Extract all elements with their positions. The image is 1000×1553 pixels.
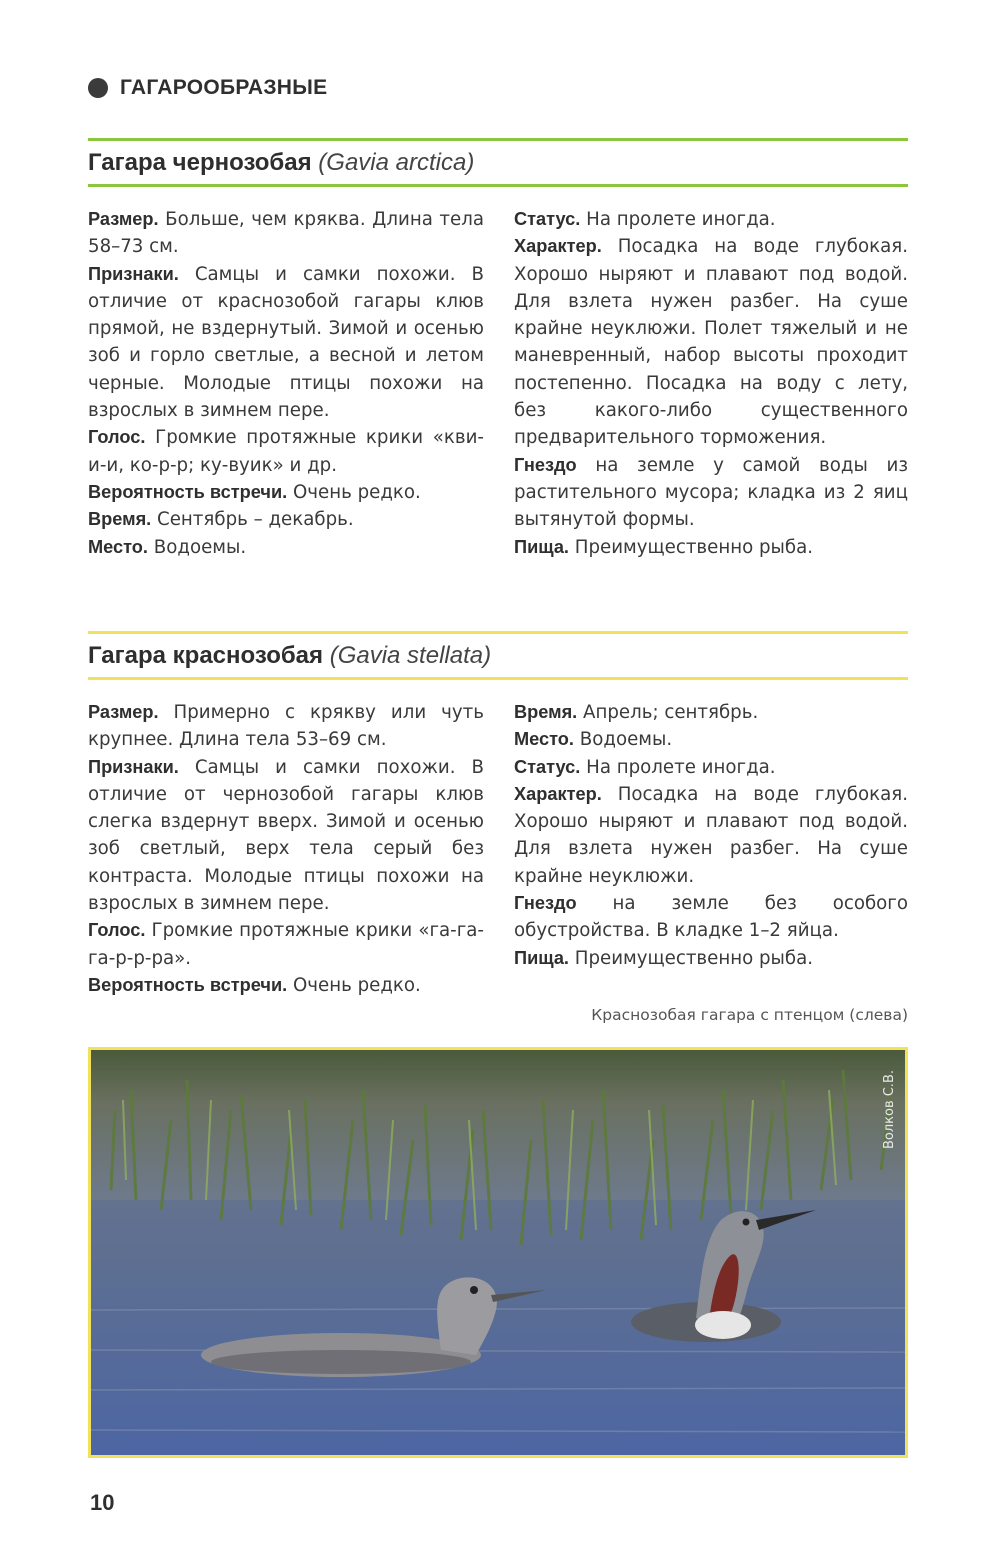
- species1-features: Признаки. Самцы и самки похожи. В отличие от краснозобой гагары клюв прямой, не вздернутый. Зимой и осенью зоб и горло светлые, а весной и летом черные. Молодые птицы похожи на взрослых в зимнем пере.: [88, 263, 484, 422]
- species1-header: [88, 138, 908, 187]
- species1-character: Характер. Посадка на воде глубокая. Хорошо ныряют и плавают под водой. Для взлета нужен разбег. На суше крайне неуклюжи. Полет тяжелый и не маневренный, набор высоты проходит постепенно. Посадка на воду с лету, без какого-либо существенного предварительного торможения.: [514, 236, 908, 449]
- species1-place: Место. Водоемы.: [88, 536, 247, 558]
- species2-food: Пища. Преимущественно рыба.: [514, 947, 814, 969]
- loon-photo: [88, 1047, 908, 1458]
- species2-features: Признаки. Самцы и самки похожи. В отличие от чернозобой гагары клюв слегка вздернут вверх. Зимой и осенью зоб светлый, верх тела серый без контраста. Молодые птицы похожи на взрослых в зимнем пере.: [88, 756, 484, 915]
- species1-latin: (Gavia arctica): [318, 149, 475, 176]
- species2-probability: Вероятность встречи. Очень редко.: [88, 974, 421, 996]
- green-rule-bottom: [88, 184, 908, 187]
- species2-voice: Голос. Громкие протяжные крики «га-га-га-р-р-ра».: [88, 920, 484, 969]
- species2-right-column: [514, 699, 908, 972]
- species1-time: Время. Сентябрь – декабрь.: [88, 509, 354, 531]
- species1-voice: Голос. Громкие протяжные крики «кви-и-и, ко-р-р; ку-вуик» и др.: [88, 427, 484, 476]
- species2-size: Размер. Примерно с крякву или чуть крупнее. Длина тела 53–69 см.: [88, 702, 484, 751]
- photo-credit: Волков С.В.: [882, 1070, 897, 1150]
- species2-name: Гагара краснозобая: [88, 642, 324, 669]
- bullet-dot-icon: [88, 78, 108, 98]
- species2-left-column: [88, 699, 484, 999]
- species1-probability: Вероятность встречи. Очень редко.: [88, 481, 421, 503]
- species2-character: Характер. Посадка на воде глубокая. Хорошо ныряют и плавают под водой. Для взлета нужен разбег. На суше крайне неуклюжи.: [514, 783, 908, 887]
- species1-food: Пища. Преимущественно рыба.: [514, 536, 814, 558]
- species2-nest: Гнездо на земле без особого обустройства. В кладке 1–2 яйца.: [514, 893, 908, 942]
- photo-caption: Краснозобая гагара с птенцом (слева): [591, 1006, 908, 1024]
- page-number: 10: [90, 1490, 115, 1515]
- species2-status: Статус. На пролете иногда.: [514, 756, 776, 778]
- species1-name: Гагара чернозобая: [88, 149, 312, 176]
- chapter-header: [88, 72, 327, 104]
- chapter-title: ГАГАРООБРАЗНЫЕ: [120, 76, 328, 99]
- photo-illustration: [91, 1050, 905, 1455]
- yellow-rule-bottom: [88, 677, 908, 680]
- species2-title: [88, 634, 908, 677]
- species1-left-column: [88, 206, 484, 561]
- species1-size: Размер. Больше, чем кряква. Длина тела 58–73 см.: [88, 209, 484, 258]
- species1-right-column: [514, 206, 908, 561]
- species2-header: [88, 631, 908, 680]
- species1-status: Статус. На пролете иногда.: [514, 209, 776, 230]
- species1-title: [88, 141, 908, 184]
- species2-place: Место. Водоемы.: [514, 729, 673, 751]
- species2-latin: (Gavia stellata): [329, 642, 492, 669]
- species2-time: Время. Апрель; сентябрь.: [514, 702, 759, 723]
- species1-nest: Гнездо на земле у самой воды из растительного мусора; кладка из 2 яиц вытянутой формы.: [514, 454, 908, 531]
